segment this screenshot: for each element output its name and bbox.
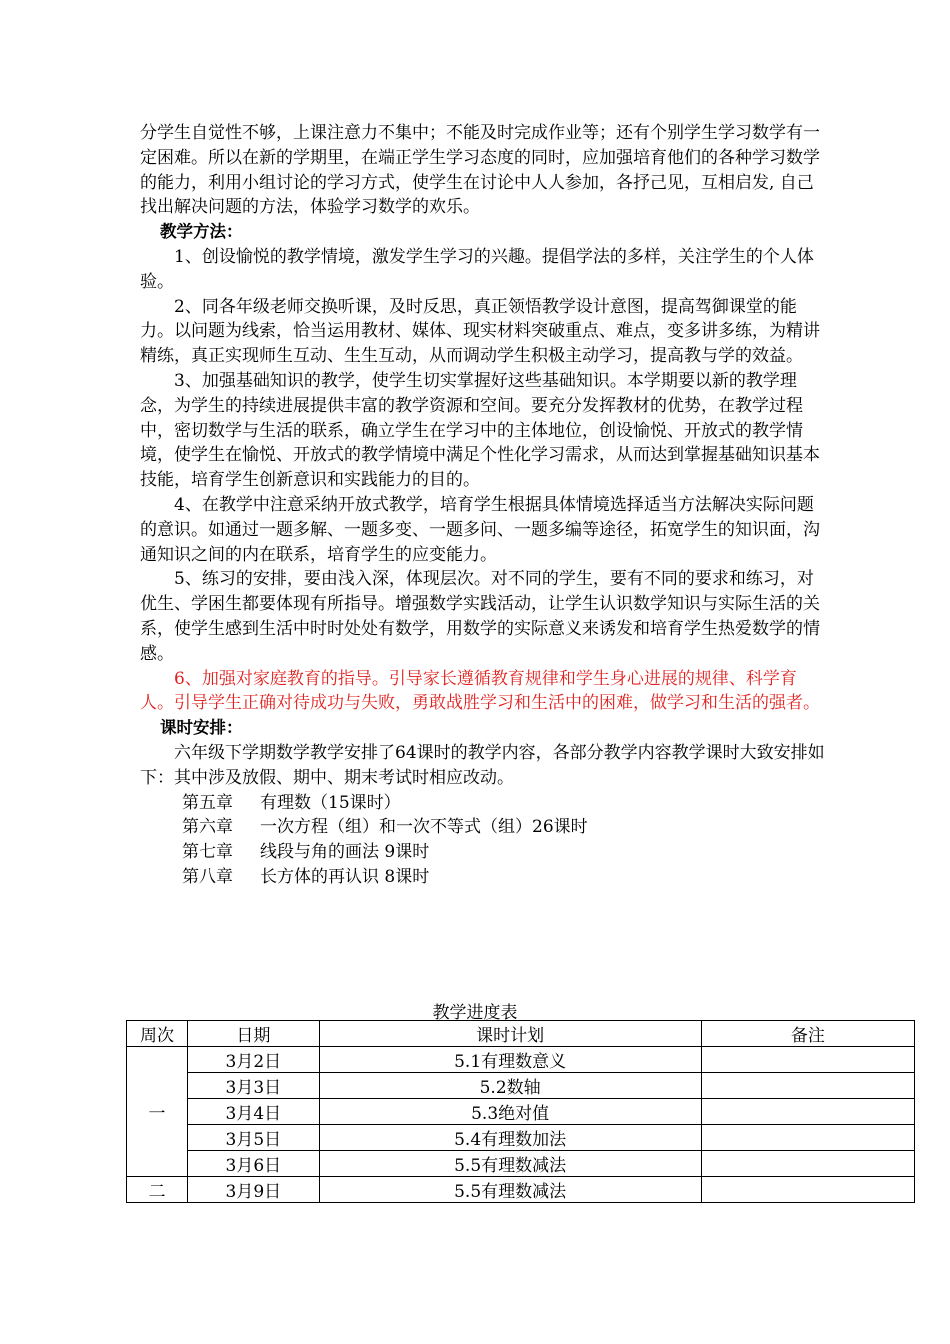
plan-cell: 5.3绝对值 (319, 1099, 701, 1125)
table-row (127, 1073, 915, 1099)
note-cell (701, 1099, 914, 1125)
table-header-row (127, 1021, 915, 1047)
header-date: 日期 (188, 1021, 320, 1047)
date-cell: 3月2日 (188, 1047, 320, 1073)
week-cell: 二 (127, 1177, 188, 1203)
chapter-line (140, 865, 830, 890)
method-3: 3、加强基础知识的教学，使学生切实掌握好这些基础知识。本学期要以新的教学理念，为学生的持续进展提供丰富的教学资源和空间。要充分发挥教材的优势，在教学过程中，密切数学与生活的联系，确立学生在学习中的主体地位，创设愉悦、开放式的教学情境，使学生在愉悦、开放式的教学情境中满足个性化学习需求，从而达到掌握基础知识基本技能，培育学生创新意识和实践能力的目的。 (140, 370, 820, 491)
body-text (140, 121, 830, 890)
header-note: 备注 (701, 1021, 914, 1047)
date-cell: 3月5日 (188, 1125, 320, 1151)
method-6-highlight: 6、加强对家庭教育的指导。引导家长遵循教育规律和学生身心进展的规律、科学育人。引导学生正确对待成功与失败，勇敢战胜学习和生活中的困难，做学习和生活的强者。 (140, 668, 820, 714)
table-row (127, 1047, 915, 1073)
chapter-number: 第六章 (182, 817, 233, 838)
plan-cell: 5.2数轴 (319, 1073, 701, 1099)
chapter-text: 长方体的再认识 8课时 (260, 866, 430, 887)
chapter-number: 第五章 (182, 792, 233, 813)
date-cell: 3月6日 (188, 1151, 320, 1177)
chapter-text: 线段与角的画法 9课时 (260, 842, 430, 863)
chapter-text: 有理数（15课时） (260, 792, 401, 813)
method-1: 1、创设愉悦的教学情境，激发学生学习的兴趣。提倡学法的多样，关注学生的个人体验。 (140, 246, 814, 292)
date-cell: 3月4日 (188, 1099, 320, 1125)
header-plan: 课时计划 (319, 1021, 701, 1047)
schedule-intro: 六年级下学期数学教学安排了64课时的教学内容，各部分教学内容教学课时大致安排如下：其中涉及放假、期中、期末考试时相应改动。 (140, 742, 825, 788)
method-2: 2、同各年级老师交换听课，及时反思，真正领悟教学设计意图，提高驾御课堂的能力。以问题为线索，恰当运用教材、媒体、现实材料突破重点、难点，变多讲多练，为精讲精练，真正实现师生互动、生生互动，从而调动学生积极主动学习，提高教与学的效益。 (140, 296, 820, 367)
chapter-text: 一次方程（组）和一次不等式（组）26课时 (260, 817, 588, 838)
table-title: 教学进度表 (432, 1003, 518, 1023)
note-cell (701, 1177, 914, 1203)
chapter-line (140, 791, 830, 816)
plan-cell: 5.4有理数加法 (319, 1125, 701, 1151)
chapter-number: 第七章 (182, 842, 233, 863)
date-cell: 3月9日 (188, 1177, 320, 1203)
plan-cell: 5.1有理数意义 (319, 1047, 701, 1073)
progress-table (126, 1020, 915, 1203)
table-row (127, 1125, 915, 1151)
plan-cell: 5.5有理数减法 (319, 1151, 701, 1177)
chapter-number: 第八章 (182, 866, 233, 887)
paragraph-intro: 分学生自觉性不够，上课注意力不集中；不能及时完成作业等；还有个别学生学习数学有一定困难。所以在新的学期里，在端正学生学习态度的同时，应加强培育他们的各种学习数学的能力，利用小组讨论的学习方式，使学生在讨论中人人参加，各抒己见，互相启发, 自己找出解决问题的方法，体验学习数学的欢乐。 (140, 123, 820, 218)
week-cell: 一 (127, 1047, 188, 1177)
note-cell (701, 1151, 914, 1177)
chapter-line (140, 840, 830, 865)
method-4: 4、在教学中注意采纳开放式教学，培育学生根据具体情境选择适当方法解决实际问题的意识。如通过一题多解、一题多变、一题多问、一题多编等途径，拓宽学生的知识面，沟通知识之间的内在联系，培育学生的应变能力。 (140, 494, 820, 565)
note-cell (701, 1073, 914, 1099)
note-cell (701, 1125, 914, 1151)
note-cell (701, 1047, 914, 1073)
heading-schedule: 课时安排： (160, 718, 243, 738)
table-row (127, 1099, 915, 1125)
header-week: 周次 (127, 1021, 188, 1047)
table-row (127, 1151, 915, 1177)
date-cell: 3月3日 (188, 1073, 320, 1099)
table-row (127, 1177, 915, 1203)
heading-teaching-methods: 教学方法： (160, 222, 243, 242)
plan-cell: 5.5有理数减法 (319, 1177, 701, 1203)
chapter-line (140, 815, 830, 840)
method-5: 5、练习的安排，要由浅入深，体现层次。对不同的学生，要有不同的要求和练习，对优生、学困生都要体现有所指导。增强数学实践活动，让学生认识数学知识与实际生活的关系，使学生感到生活中时时处处有数学，用数学的实际意义来诱发和培育学生热爱数学的情感。 (140, 569, 820, 664)
